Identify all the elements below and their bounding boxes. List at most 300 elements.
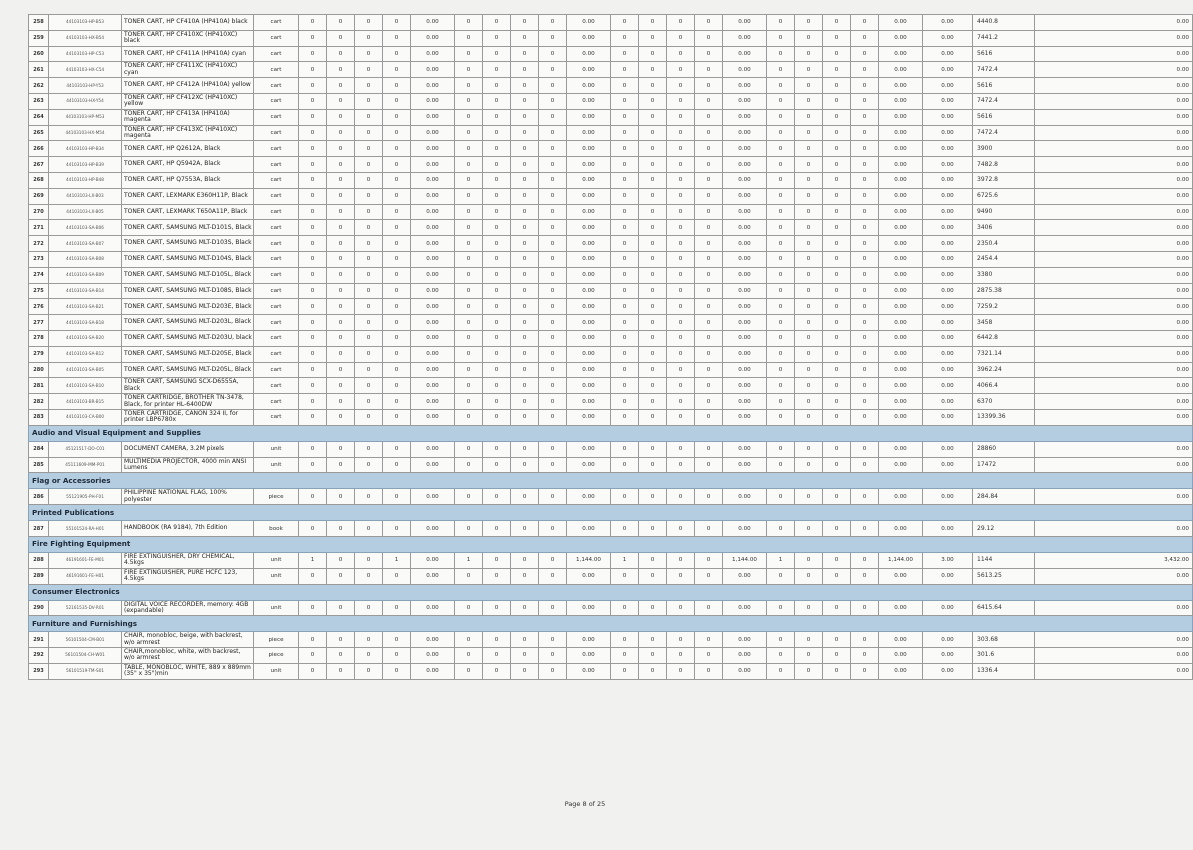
month-qty-cell: 0 — [483, 315, 511, 331]
month-qty-cell: 0 — [795, 330, 823, 346]
quarter-amount-cell: 0.00 — [411, 267, 455, 283]
section-header-row — [29, 536, 1193, 552]
month-qty-cell: 0 — [611, 441, 639, 457]
item-number: 272 — [29, 236, 49, 252]
unit-of-measure: cart — [254, 93, 299, 109]
table-row — [29, 204, 1193, 220]
unit-of-measure: unit — [254, 600, 299, 616]
unit-of-measure: cart — [254, 30, 299, 46]
month-qty-cell: 0 — [611, 220, 639, 236]
month-qty-cell: 0 — [455, 78, 483, 94]
month-qty-cell: 0 — [767, 204, 795, 220]
month-qty-cell: 0 — [455, 30, 483, 46]
month-qty-cell: 0 — [639, 394, 667, 410]
month-qty-cell: 0 — [851, 267, 879, 283]
month-qty-cell: 0 — [767, 93, 795, 109]
month-qty-cell: 0 — [851, 46, 879, 62]
quarter-amount-cell: 0.00 — [567, 188, 611, 204]
item-code: 46191601-FE-M01 — [49, 552, 122, 568]
item-number: 268 — [29, 172, 49, 188]
month-qty-cell: 0 — [539, 346, 567, 362]
month-qty-cell: 0 — [767, 315, 795, 331]
month-qty-cell: 0 — [767, 62, 795, 78]
item-number: 284 — [29, 441, 49, 457]
month-qty-cell: 0 — [639, 648, 667, 664]
month-qty-cell: 0 — [695, 220, 723, 236]
month-qty-cell: 0 — [511, 46, 539, 62]
month-qty-cell: 1 — [299, 552, 327, 568]
month-qty-cell: 0 — [511, 30, 539, 46]
month-qty-cell: 0 — [851, 394, 879, 410]
month-qty-cell: 0 — [695, 78, 723, 94]
month-qty-cell: 0 — [667, 378, 695, 394]
quarter-amount-cell: 0.00 — [411, 251, 455, 267]
total-quantity-cell: 0.00 — [923, 283, 973, 299]
month-qty-cell: 0 — [511, 125, 539, 141]
quarter-amount-cell: 0.00 — [723, 251, 767, 267]
month-qty-cell: 0 — [795, 15, 823, 31]
month-qty-cell: 0 — [327, 552, 355, 568]
month-qty-cell: 0 — [851, 204, 879, 220]
month-qty-cell: 0 — [511, 394, 539, 410]
month-qty-cell: 0 — [611, 568, 639, 584]
month-qty-cell: 0 — [383, 378, 411, 394]
total-quantity-cell: 0.00 — [923, 346, 973, 362]
table-row — [29, 409, 1193, 425]
item-number: 279 — [29, 346, 49, 362]
quarter-amount-cell: 0.00 — [567, 93, 611, 109]
month-qty-cell: 0 — [795, 220, 823, 236]
quarter-amount-cell: 0.00 — [567, 378, 611, 394]
month-qty-cell: 0 — [851, 362, 879, 378]
month-qty-cell: 0 — [355, 109, 383, 125]
item-description: TONER CART, SAMSUNG MLT-D108S, Black — [122, 283, 254, 299]
month-qty-cell: 0 — [327, 141, 355, 157]
month-qty-cell: 0 — [299, 283, 327, 299]
item-description: TONER CART, HP CF413XC (HP410XC) magenta — [122, 125, 254, 141]
price-cell: 1144 — [973, 552, 1035, 568]
month-qty-cell: 0 — [299, 489, 327, 505]
month-qty-cell: 0 — [667, 299, 695, 315]
table-row — [29, 251, 1193, 267]
item-code: 44103103-HX-B54 — [49, 30, 122, 46]
month-qty-cell: 0 — [767, 236, 795, 252]
month-qty-cell: 0 — [795, 172, 823, 188]
month-qty-cell: 0 — [383, 157, 411, 173]
quarter-amount-cell: 0.00 — [723, 521, 767, 537]
month-qty-cell: 0 — [539, 663, 567, 679]
month-qty-cell: 0 — [355, 141, 383, 157]
price-cell: 6415.64 — [973, 600, 1035, 616]
month-qty-cell: 0 — [639, 236, 667, 252]
month-qty-cell: 0 — [695, 15, 723, 31]
total-amount-cell: 0.00 — [1035, 93, 1193, 109]
quarter-amount-cell: 0.00 — [411, 299, 455, 315]
month-qty-cell: 0 — [511, 568, 539, 584]
month-qty-cell: 0 — [511, 267, 539, 283]
month-qty-cell: 0 — [823, 600, 851, 616]
month-qty-cell: 0 — [823, 15, 851, 31]
month-qty-cell: 0 — [667, 267, 695, 283]
month-qty-cell: 0 — [511, 157, 539, 173]
price-cell: 7472.4 — [973, 125, 1035, 141]
quarter-amount-cell: 0.00 — [723, 457, 767, 473]
unit-of-measure: cart — [254, 15, 299, 31]
item-description: TONER CARTRIDGE, CANON 324 II, for printer LBP6780x — [122, 409, 254, 425]
month-qty-cell: 0 — [823, 568, 851, 584]
total-amount-cell: 0.00 — [1035, 521, 1193, 537]
month-qty-cell: 0 — [483, 204, 511, 220]
total-quantity-cell: 0.00 — [923, 568, 973, 584]
month-qty-cell: 0 — [483, 157, 511, 173]
unit-of-measure: cart — [254, 188, 299, 204]
month-qty-cell: 0 — [299, 394, 327, 410]
month-qty-cell: 0 — [695, 457, 723, 473]
total-quantity-cell: 0.00 — [923, 378, 973, 394]
month-qty-cell: 0 — [327, 109, 355, 125]
month-qty-cell: 0 — [639, 30, 667, 46]
quarter-amount-cell: 0.00 — [567, 394, 611, 410]
quarter-amount-cell: 0.00 — [411, 15, 455, 31]
item-code: 44103103-HX-M54 — [49, 125, 122, 141]
month-qty-cell: 0 — [383, 632, 411, 648]
month-qty-cell: 0 — [483, 299, 511, 315]
total-amount-cell: 0.00 — [1035, 204, 1193, 220]
month-qty-cell: 0 — [455, 109, 483, 125]
month-qty-cell: 0 — [383, 648, 411, 664]
total-quantity-cell: 0.00 — [923, 441, 973, 457]
month-qty-cell: 0 — [383, 330, 411, 346]
month-qty-cell: 0 — [455, 188, 483, 204]
month-qty-cell: 0 — [511, 283, 539, 299]
month-qty-cell: 0 — [327, 315, 355, 331]
item-description: TONER CART, SAMSUNG MLT-D104S, Black — [122, 251, 254, 267]
unit-of-measure: cart — [254, 378, 299, 394]
quarter-amount-cell: 0.00 — [567, 78, 611, 94]
month-qty-cell: 0 — [355, 457, 383, 473]
month-qty-cell: 0 — [539, 141, 567, 157]
quarter-amount-cell: 0.00 — [567, 46, 611, 62]
month-qty-cell: 0 — [695, 283, 723, 299]
month-qty-cell: 0 — [483, 15, 511, 31]
item-code: 44103103-HX-Y54 — [49, 93, 122, 109]
month-qty-cell: 0 — [611, 93, 639, 109]
table-row — [29, 663, 1193, 679]
item-description: TONER CART, SAMSUNG SCX-D6555A, Black — [122, 378, 254, 394]
unit-of-measure: cart — [254, 157, 299, 173]
month-qty-cell: 0 — [767, 330, 795, 346]
month-qty-cell: 0 — [511, 220, 539, 236]
month-qty-cell: 0 — [383, 362, 411, 378]
month-qty-cell: 0 — [327, 600, 355, 616]
month-qty-cell: 0 — [511, 204, 539, 220]
total-amount-cell: 0.00 — [1035, 125, 1193, 141]
month-qty-cell: 0 — [767, 251, 795, 267]
month-qty-cell: 0 — [383, 62, 411, 78]
month-qty-cell: 0 — [355, 648, 383, 664]
quarter-amount-cell: 0.00 — [411, 315, 455, 331]
table-row — [29, 109, 1193, 125]
quarter-amount-cell: 0.00 — [879, 283, 923, 299]
month-qty-cell: 0 — [695, 663, 723, 679]
month-qty-cell: 0 — [767, 378, 795, 394]
month-qty-cell: 0 — [823, 632, 851, 648]
month-qty-cell: 0 — [823, 30, 851, 46]
month-qty-cell: 0 — [639, 220, 667, 236]
month-qty-cell: 0 — [383, 78, 411, 94]
month-qty-cell: 0 — [327, 362, 355, 378]
month-qty-cell: 0 — [355, 62, 383, 78]
total-amount-cell: 3,432.00 — [1035, 552, 1193, 568]
month-qty-cell: 0 — [539, 172, 567, 188]
quarter-amount-cell: 0.00 — [411, 663, 455, 679]
items-table — [28, 14, 1193, 680]
month-qty-cell: 0 — [355, 125, 383, 141]
table-row — [29, 521, 1193, 537]
month-qty-cell: 0 — [695, 409, 723, 425]
month-qty-cell: 0 — [483, 283, 511, 299]
month-qty-cell: 0 — [767, 568, 795, 584]
month-qty-cell: 0 — [483, 141, 511, 157]
month-qty-cell: 0 — [455, 172, 483, 188]
month-qty-cell: 0 — [327, 46, 355, 62]
month-qty-cell: 0 — [795, 109, 823, 125]
month-qty-cell: 0 — [795, 378, 823, 394]
quarter-amount-cell: 0.00 — [567, 141, 611, 157]
month-qty-cell: 0 — [355, 552, 383, 568]
month-qty-cell: 0 — [851, 600, 879, 616]
item-number: 288 — [29, 552, 49, 568]
month-qty-cell: 0 — [327, 394, 355, 410]
quarter-amount-cell: 0.00 — [567, 600, 611, 616]
quarter-amount-cell: 0.00 — [879, 251, 923, 267]
month-qty-cell: 0 — [611, 15, 639, 31]
month-qty-cell: 0 — [851, 30, 879, 46]
quarter-amount-cell: 0.00 — [879, 188, 923, 204]
month-qty-cell: 0 — [299, 441, 327, 457]
total-quantity-cell: 0.00 — [923, 330, 973, 346]
month-qty-cell: 0 — [795, 394, 823, 410]
month-qty-cell: 0 — [511, 441, 539, 457]
month-qty-cell: 0 — [355, 346, 383, 362]
quarter-amount-cell: 0.00 — [723, 188, 767, 204]
item-code: 44103103-HP-B39 — [49, 157, 122, 173]
month-qty-cell: 0 — [455, 663, 483, 679]
month-qty-cell: 0 — [511, 315, 539, 331]
price-cell: 9490 — [973, 204, 1035, 220]
quarter-amount-cell: 0.00 — [879, 299, 923, 315]
month-qty-cell: 0 — [383, 236, 411, 252]
table-row — [29, 362, 1193, 378]
month-qty-cell: 0 — [539, 188, 567, 204]
quarter-amount-cell: 0.00 — [723, 46, 767, 62]
month-qty-cell: 0 — [539, 236, 567, 252]
month-qty-cell: 0 — [795, 204, 823, 220]
quarter-amount-cell: 0.00 — [411, 188, 455, 204]
month-qty-cell: 0 — [483, 409, 511, 425]
section-header-row — [29, 473, 1193, 489]
month-qty-cell: 0 — [383, 220, 411, 236]
month-qty-cell: 0 — [823, 362, 851, 378]
table-row — [29, 46, 1193, 62]
quarter-amount-cell: 0.00 — [879, 30, 923, 46]
month-qty-cell: 0 — [539, 378, 567, 394]
total-amount-cell: 0.00 — [1035, 663, 1193, 679]
price-cell: 7472.4 — [973, 93, 1035, 109]
quarter-amount-cell: 0.00 — [411, 30, 455, 46]
quarter-amount-cell: 0.00 — [879, 157, 923, 173]
total-quantity-cell: 0.00 — [923, 521, 973, 537]
month-qty-cell: 0 — [299, 663, 327, 679]
total-quantity-cell: 0.00 — [923, 220, 973, 236]
price-cell: 29.12 — [973, 521, 1035, 537]
month-qty-cell: 0 — [611, 157, 639, 173]
month-qty-cell: 0 — [795, 188, 823, 204]
price-cell: 5616 — [973, 109, 1035, 125]
month-qty-cell: 0 — [355, 663, 383, 679]
month-qty-cell: 0 — [639, 157, 667, 173]
unit-of-measure: cart — [254, 315, 299, 331]
price-cell: 6725.6 — [973, 188, 1035, 204]
month-qty-cell: 0 — [667, 30, 695, 46]
total-amount-cell: 0.00 — [1035, 62, 1193, 78]
month-qty-cell: 0 — [767, 283, 795, 299]
price-cell: 3380 — [973, 267, 1035, 283]
unit-of-measure: piece — [254, 632, 299, 648]
month-qty-cell: 0 — [823, 663, 851, 679]
total-quantity-cell: 0.00 — [923, 457, 973, 473]
table-row — [29, 600, 1193, 616]
month-qty-cell: 0 — [355, 236, 383, 252]
month-qty-cell: 0 — [539, 441, 567, 457]
item-code: 55101524-RA-H01 — [49, 521, 122, 537]
procurement-sheet — [28, 14, 1189, 680]
item-description: TONER CART, HP CF412A (HP410A) yellow — [122, 78, 254, 94]
month-qty-cell: 0 — [767, 394, 795, 410]
month-qty-cell: 0 — [611, 315, 639, 331]
quarter-amount-cell: 0.00 — [567, 204, 611, 220]
month-qty-cell: 0 — [795, 346, 823, 362]
total-quantity-cell: 0.00 — [923, 62, 973, 78]
items-table-body — [29, 15, 1193, 680]
month-qty-cell: 0 — [667, 315, 695, 331]
month-qty-cell: 0 — [695, 62, 723, 78]
month-qty-cell: 0 — [383, 188, 411, 204]
month-qty-cell: 0 — [851, 489, 879, 505]
month-qty-cell: 0 — [355, 568, 383, 584]
month-qty-cell: 0 — [767, 46, 795, 62]
month-qty-cell: 0 — [795, 315, 823, 331]
month-qty-cell: 0 — [767, 220, 795, 236]
total-amount-cell: 0.00 — [1035, 600, 1193, 616]
quarter-amount-cell: 0.00 — [567, 157, 611, 173]
quarter-amount-cell: 0.00 — [723, 220, 767, 236]
month-qty-cell: 0 — [667, 283, 695, 299]
month-qty-cell: 0 — [667, 141, 695, 157]
quarter-amount-cell: 0.00 — [411, 632, 455, 648]
table-row — [29, 30, 1193, 46]
table-row — [29, 378, 1193, 394]
total-quantity-cell: 3.00 — [923, 552, 973, 568]
month-qty-cell: 0 — [299, 172, 327, 188]
month-qty-cell: 0 — [355, 172, 383, 188]
month-qty-cell: 0 — [299, 457, 327, 473]
price-cell: 7482.8 — [973, 157, 1035, 173]
month-qty-cell: 0 — [511, 251, 539, 267]
quarter-amount-cell: 0.00 — [723, 157, 767, 173]
month-qty-cell: 0 — [355, 251, 383, 267]
quarter-amount-cell: 0.00 — [723, 378, 767, 394]
month-qty-cell: 0 — [383, 283, 411, 299]
month-qty-cell: 0 — [823, 315, 851, 331]
month-qty-cell: 0 — [823, 441, 851, 457]
month-qty-cell: 0 — [511, 346, 539, 362]
price-cell: 3900 — [973, 141, 1035, 157]
month-qty-cell: 0 — [851, 378, 879, 394]
month-qty-cell: 0 — [299, 267, 327, 283]
month-qty-cell: 0 — [383, 93, 411, 109]
item-description: TONER CART, HP CF410A (HP410A) black — [122, 15, 254, 31]
month-qty-cell: 0 — [455, 457, 483, 473]
table-row — [29, 188, 1193, 204]
month-qty-cell: 0 — [667, 15, 695, 31]
quarter-amount-cell: 0.00 — [567, 62, 611, 78]
total-quantity-cell: 0.00 — [923, 15, 973, 31]
total-quantity-cell: 0.00 — [923, 204, 973, 220]
month-qty-cell: 0 — [851, 552, 879, 568]
quarter-amount-cell: 0.00 — [879, 362, 923, 378]
unit-of-measure: piece — [254, 648, 299, 664]
quarter-amount-cell: 0.00 — [411, 552, 455, 568]
quarter-amount-cell: 0.00 — [567, 236, 611, 252]
month-qty-cell: 0 — [383, 489, 411, 505]
unit-of-measure: unit — [254, 568, 299, 584]
month-qty-cell: 0 — [511, 552, 539, 568]
month-qty-cell: 0 — [455, 283, 483, 299]
month-qty-cell: 0 — [539, 552, 567, 568]
unit-of-measure: unit — [254, 457, 299, 473]
month-qty-cell: 0 — [327, 267, 355, 283]
month-qty-cell: 0 — [539, 93, 567, 109]
month-qty-cell: 0 — [851, 457, 879, 473]
month-qty-cell: 0 — [851, 632, 879, 648]
month-qty-cell: 0 — [383, 663, 411, 679]
month-qty-cell: 0 — [823, 220, 851, 236]
quarter-amount-cell: 0.00 — [411, 283, 455, 299]
item-number: 281 — [29, 378, 49, 394]
quarter-amount-cell: 0.00 — [879, 93, 923, 109]
month-qty-cell: 0 — [483, 125, 511, 141]
item-code: 56101519-TM-S01 — [49, 663, 122, 679]
month-qty-cell: 0 — [327, 204, 355, 220]
month-qty-cell: 0 — [327, 663, 355, 679]
month-qty-cell: 0 — [483, 46, 511, 62]
total-amount-cell: 0.00 — [1035, 632, 1193, 648]
month-qty-cell: 0 — [539, 409, 567, 425]
month-qty-cell: 0 — [639, 62, 667, 78]
item-code: 44103103-CA-B00 — [49, 409, 122, 425]
month-qty-cell: 0 — [355, 394, 383, 410]
item-description: DIGITAL VOICE RECORDER, memory: 4GB (expandable) — [122, 600, 254, 616]
month-qty-cell: 0 — [483, 521, 511, 537]
month-qty-cell: 0 — [767, 157, 795, 173]
quarter-amount-cell: 0.00 — [411, 457, 455, 473]
month-qty-cell: 0 — [383, 299, 411, 315]
section-header-row — [29, 505, 1193, 521]
quarter-amount-cell: 0.00 — [723, 93, 767, 109]
table-row — [29, 15, 1193, 31]
quarter-amount-cell: 0.00 — [723, 648, 767, 664]
